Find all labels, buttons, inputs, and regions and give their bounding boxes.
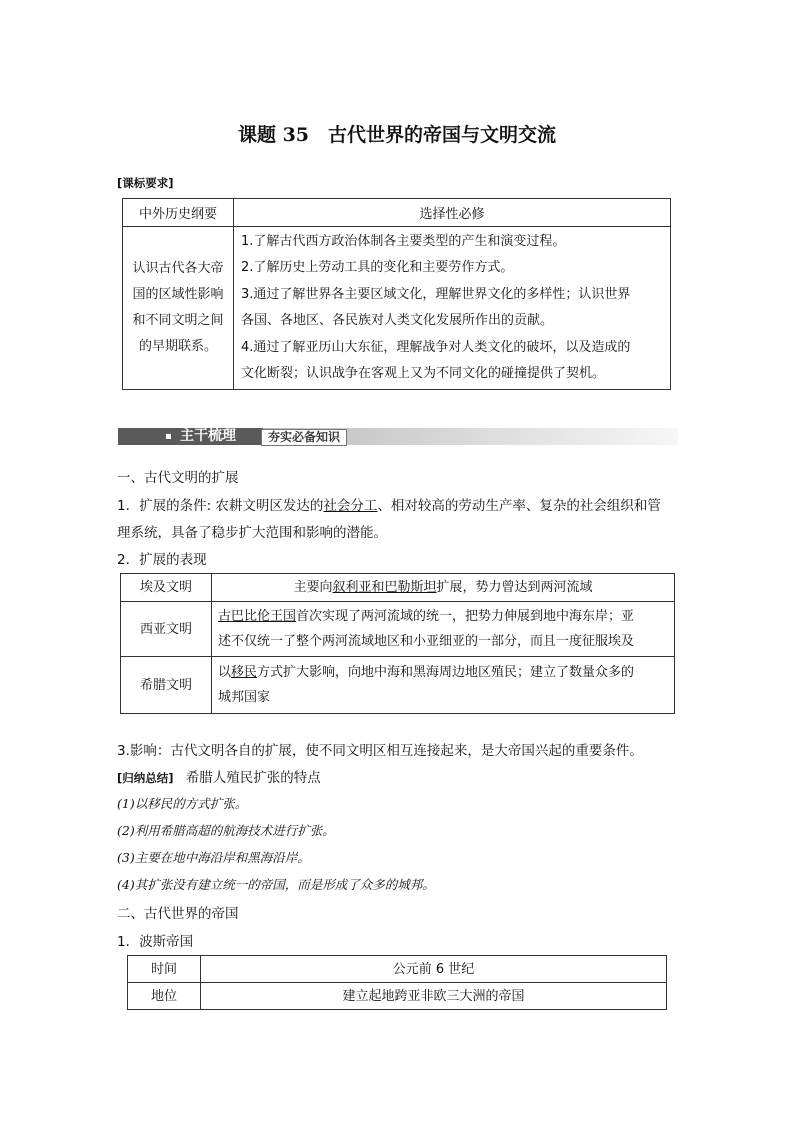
section1-item1-line1 bbox=[117, 494, 661, 514]
section1-item3: 3.影响：古代文明各自的扩展，使不同文明区相互连接起来，是大帝国兴起的重要条件。 bbox=[117, 743, 643, 759]
standards-left-line: 认识古代各大帝 bbox=[132, 261, 224, 276]
standards-right-line: 4.通过了解亚历山大东征，理解战争对人类文化的破坏，以及造成的 bbox=[241, 339, 631, 355]
summary-point: (4)其扩张没有建立统一的帝国，而是形成了众多的城邦。 bbox=[117, 877, 435, 892]
text-run: 首次实现了两河流域的统一，把势力伸展到地中海东岸；亚 bbox=[296, 609, 635, 624]
persia-table bbox=[127, 955, 667, 1010]
section1-item1-line2: 理系统，具备了稳步扩大范围和影响的潜能。 bbox=[117, 525, 387, 541]
summary-title: 希腊人殖民扩张的特点 bbox=[185, 770, 321, 786]
standards-right-line: 各国、各地区、各民族对人类文化发展所作出的贡献。 bbox=[241, 313, 554, 328]
standards-right-line: 文化断裂；认识战争在客观上又为不同文化的碰撞提供了契机。 bbox=[241, 366, 606, 381]
standards-right-line: 2.了解历史上劳动工具的变化和主要劳作方式。 bbox=[241, 260, 514, 275]
section2-heading: 二、古代世界的帝国 bbox=[117, 906, 239, 922]
standards-right-line: 3.通过了解世界各主要区域文化，理解世界文化的多样性；认识世界 bbox=[241, 286, 631, 302]
summary-point: (1)以移民的方式扩张。 bbox=[117, 796, 248, 811]
standards-left-line: 和不同文明之间 bbox=[132, 313, 224, 328]
text-run: 城邦国家 bbox=[218, 690, 271, 705]
square-bullet-icon bbox=[166, 434, 171, 439]
standards-header-left: 中外历史纲要 bbox=[123, 199, 234, 227]
persia-label-status: 地位 bbox=[128, 983, 201, 1010]
underlined-term: 移民 bbox=[231, 665, 258, 680]
underlined-term: 古巴比伦王国 bbox=[218, 609, 297, 624]
section1-heading: 一、古代文明的扩展 bbox=[117, 470, 239, 486]
text-run: 以 bbox=[218, 665, 232, 680]
underlined-term: 叙利亚和巴勒斯坦 bbox=[332, 580, 437, 595]
standards-table bbox=[122, 198, 671, 390]
row-content-west-asia bbox=[212, 602, 675, 657]
row-label-west-asia: 西亚文明 bbox=[121, 602, 212, 657]
text-run: 方式扩大影响，向地中海和黑海周边地区殖民；建立了数量众多的 bbox=[257, 665, 635, 680]
banner-main-title: 主干梳理 bbox=[180, 428, 236, 444]
summary-point: (3)主要在地中海沿岸和黑海沿岸。 bbox=[117, 850, 310, 865]
underlined-term: 社会分工 bbox=[323, 498, 378, 514]
text-run: 述不仅统一了整个两河流域地区和小亚细亚的一部分，而且一度征服埃及 bbox=[218, 634, 635, 649]
row-content-egypt bbox=[212, 574, 675, 602]
row-content-greece bbox=[212, 657, 675, 714]
section2-item1: 1．波斯帝国 bbox=[117, 934, 194, 950]
text-run: 、相对较高的劳动生产率、复杂的社会组织和管 bbox=[377, 498, 661, 514]
standards-header-right: 选择性必修 bbox=[234, 199, 671, 227]
text-run: 主要向 bbox=[293, 580, 333, 595]
section-banner bbox=[118, 426, 678, 448]
standards-left-cell bbox=[123, 227, 234, 390]
banner-sub-title: 夯实必备知识 bbox=[261, 429, 347, 446]
summary-point: (2)利用希腊高超的航海技术进行扩张。 bbox=[117, 823, 335, 838]
standards-left-line: 国的区域性影响 bbox=[132, 287, 224, 302]
page-title: 课题 35 古代世界的帝国与文明交流 bbox=[237, 124, 557, 146]
standards-left-line: 的早期联系。 bbox=[138, 339, 217, 354]
summary-label: [归纳总结] bbox=[117, 771, 174, 785]
standards-right-line: 1.了解古代西方政治体制各主要类型的产生和演变过程。 bbox=[241, 233, 566, 249]
persia-label-time: 时间 bbox=[128, 956, 201, 983]
text-run: 1．扩展的条件: 农耕文明区发达的 bbox=[117, 498, 324, 514]
persia-value-time: 公元前 6 世纪 bbox=[201, 956, 667, 983]
section1-item2: 2．扩展的表现 bbox=[117, 552, 207, 568]
text-run: 扩展，势力曾达到两河流域 bbox=[436, 580, 593, 595]
row-label-greece: 希腊文明 bbox=[121, 657, 212, 714]
summary-heading bbox=[117, 766, 321, 786]
standards-label: [课标要求] bbox=[117, 176, 174, 190]
expansion-table bbox=[120, 573, 675, 714]
row-label-egypt: 埃及文明 bbox=[121, 574, 212, 602]
standards-right-cell bbox=[234, 227, 671, 390]
persia-value-status: 建立起地跨亚非欧三大洲的帝国 bbox=[201, 983, 667, 1010]
